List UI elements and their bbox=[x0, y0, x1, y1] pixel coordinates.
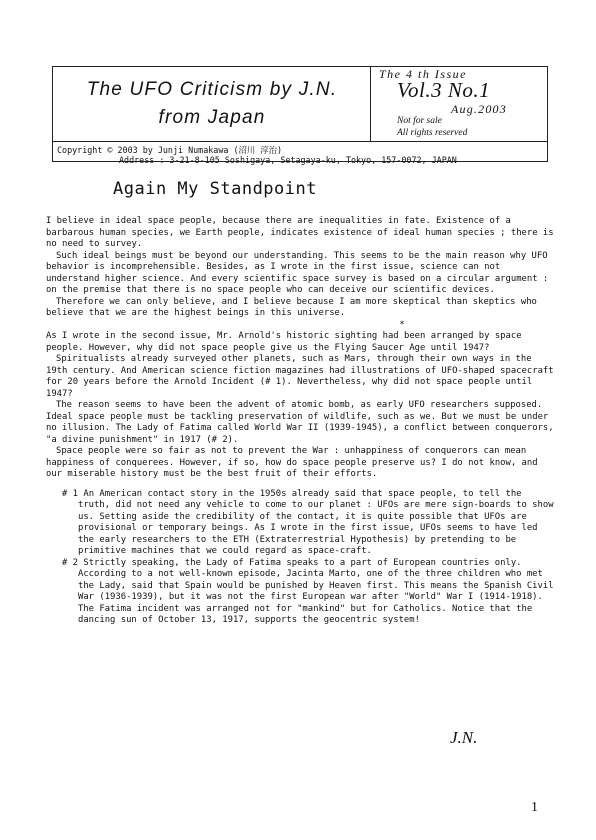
author-signature: J.N. bbox=[450, 728, 478, 747]
copyright-line: Copyright © 2003 by Junji Numakawa (沼川 淳治) bbox=[57, 145, 283, 155]
footnote: # 2 Strictly speaking, the Lady of Fatima speaks to a part of European countries only. According to a not well-known episode, Jacinta Marto, one of the three children who met the Lady, said that Spain would be punished by Heaven first. This means the Spanish Civil War (1936-1939), but it was not the first European war after "World" War I (1914-1918). The Fatima incident was arranged not for "mankind" but for Catholics. Notice that the dancing sun of October 13, 1917, supports the geocentric system! bbox=[62, 557, 554, 625]
newsletter-title: The UFO Criticism by J.N. bbox=[86, 79, 338, 100]
footnote: # 1 An American contact story in the 1950s already said that space people, to tell the truth, did not need any vehicle to come to our planet : UFOs are mere sign-boards to show us. Setting aside the credibility of the contact, it is quite possible that UFOs are provisional or temporary beings. As I wrote in the first issue, UFOs seems to have led the early researchers to the ETH (Extraterrestrial Hypothesis) by pretending to be primitive machines that we could regard as space-craft. bbox=[62, 488, 554, 556]
masthead-divider bbox=[53, 141, 547, 142]
article-body bbox=[46, 216, 558, 627]
volume-number: Vol.3 No.1 bbox=[397, 78, 491, 102]
paragraph: Therefore we can only believe, and I believe because I am more skeptical than skeptics who believe that we are the highest beings in this universe. bbox=[46, 296, 537, 318]
paragraph: Such ideal beings must be beyond our understanding. This seems to be the main reason why UFO behavior is incomprehensible. Besides, as I wrote in the first issue, science can not understand higher science. And every scientific space survey is based on a circular argument : on the premise that there is no space people who can deceive our scientific devices. bbox=[46, 250, 549, 295]
not-for-sale-notice: Not for sale bbox=[397, 116, 442, 126]
masthead-title-cell bbox=[53, 67, 371, 141]
section-separator: * bbox=[399, 319, 405, 330]
footnotes bbox=[46, 489, 558, 627]
address-line: Address : 3-21-8-105 Soshigaya, Setagaya-ku, Tokyo, 157-0072, JAPAN bbox=[119, 155, 457, 165]
rights-notice: All rights reserved bbox=[397, 128, 468, 138]
newsletter-subtitle: from Japan bbox=[158, 107, 266, 128]
paragraph: The reason seems to have been the advent of atomic bomb, as early UFO researchers supposed. Ideal space people must be tackling preservation of wildlife, such as we. But we must be under no illusion. The Lady of Fatima called World War II (1939-1945), a conflict between conquerors, "a divine punishment" in 1917 (# 2). bbox=[46, 400, 554, 445]
issue-date: Aug.2003 bbox=[451, 102, 507, 116]
issue-label: The 4 th Issue bbox=[379, 67, 467, 81]
article-heading: Again My Standpoint bbox=[113, 179, 317, 199]
paragraph: Space people were so fair as not to prevent the War : unhappiness of conquerors can mean happiness of conquerees. However, if so, how do space people preserve us? I do not know, and our miserable history must be the best fruit of their efforts. bbox=[46, 446, 538, 479]
paragraph: Spiritualists already surveyed other planets, such as Mars, through their own ways in the 19th century. And American science fiction magazines had illustrations of UFO-shaped spacecraft for 20 years before the Arnold Incident (# 1). Nevertheless, why did not space people until 1947? bbox=[46, 354, 554, 399]
masthead bbox=[52, 66, 548, 165]
paragraph: As I wrote in the second issue, Mr. Arnold's historic sighting had been arranged by space people. However, why did not space people give us the Flying Saucer Age until 1947? bbox=[46, 331, 522, 353]
paragraph: I believe in ideal space people, because there are inequalities in fate. Existence of a barbarous human species, we Earth people, indicates existence of ideal human species ; there is no need to survey. bbox=[46, 216, 554, 249]
page-number: 1 bbox=[531, 800, 538, 815]
